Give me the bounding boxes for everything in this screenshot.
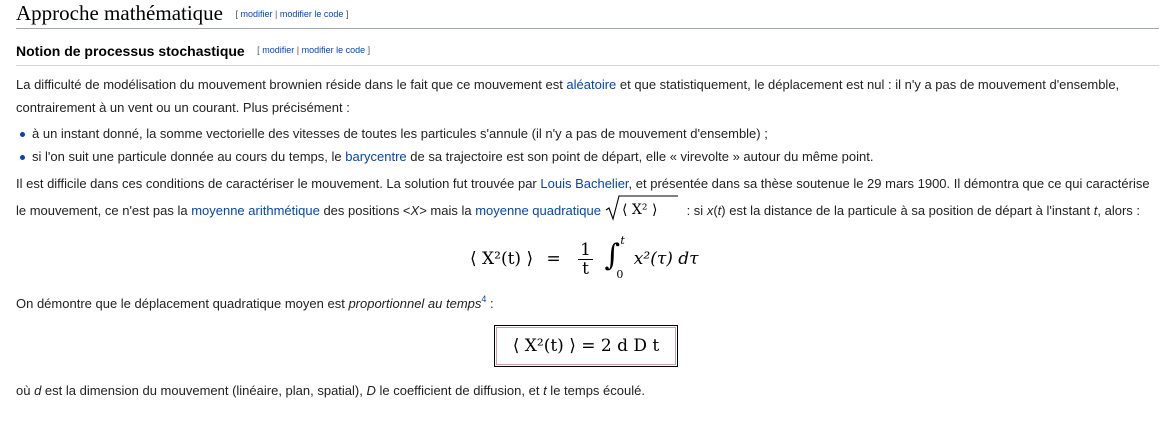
paragraph-variables	[16, 379, 1159, 402]
text: > mais la	[419, 202, 476, 218]
fraction	[578, 241, 593, 278]
list-item	[16, 122, 1159, 145]
text: où	[16, 383, 35, 398]
text: si l'on suit une particule donnée au cours du temps, le	[32, 149, 346, 164]
formula-equals: =	[546, 249, 561, 269]
link-moyenne-arithmetique[interactable]: moyenne arithmétique	[191, 202, 320, 218]
text: La difficulté de modélisation du mouvement brownien réside dans le fait que ce mouvement est	[16, 77, 567, 92]
paragraph-proportional	[16, 288, 1159, 315]
integral-sign	[602, 234, 628, 284]
edit-subsection-link[interactable]: modifier	[262, 45, 295, 55]
text: (	[713, 202, 718, 218]
paragraph-bachelier	[16, 172, 1159, 228]
link-louis-bachelier[interactable]: Louis Bachelier	[540, 176, 629, 191]
variable: D	[366, 383, 376, 398]
variable: t	[1093, 202, 1098, 218]
emphasis: proportionnel au temps	[348, 296, 482, 311]
subsection-edit-links	[257, 45, 370, 55]
integrand: x²(τ) dτ	[633, 249, 699, 269]
variable: d	[34, 383, 42, 398]
integral-upper-bound: t	[620, 234, 625, 247]
formula-boxed-container	[16, 325, 1159, 371]
text: des positions <	[319, 202, 411, 218]
variable: X	[410, 202, 420, 218]
numerator: 1	[580, 239, 591, 260]
separator: |	[275, 9, 278, 19]
section-heading	[16, 0, 1159, 29]
integral-lower-bound: 0	[616, 268, 624, 281]
section-edit-links	[235, 9, 348, 19]
bullet-list	[16, 122, 1159, 168]
formula-lhs: ⟨ X²(t) ⟩	[470, 249, 534, 269]
text: et que statistiquement, le déplacement est nul : il n'y a pas de mouvement d'ensemble, contrairement à un vent ou un courant. Plus précisément :	[16, 77, 1120, 115]
formula-inner	[470, 234, 699, 284]
variable: x	[706, 202, 714, 218]
text: :	[486, 296, 494, 311]
edit-subsection-code-link[interactable]: modifier le code	[301, 45, 366, 55]
text: de sa trajectoire est son point de départ, elle « virevolte » autour du même point.	[406, 149, 874, 164]
bracket-close: ]	[367, 45, 371, 55]
formula-boxed: ⟨ X²(t) ⟩ = 2 d D t	[494, 325, 678, 367]
denominator: t	[582, 258, 589, 279]
bracket-open: [	[235, 9, 238, 19]
text: le temps écoulé.	[546, 383, 645, 398]
sqrt-formula	[605, 195, 679, 228]
variable: t	[717, 202, 722, 218]
subsection-title: Notion de processus stochastique	[16, 43, 245, 59]
paragraph-intro	[16, 73, 1159, 119]
integral-symbol: ∫	[604, 238, 621, 273]
text: On démontre que le déplacement quadratique moyen est	[16, 296, 349, 311]
sqrt-symbol	[605, 195, 679, 221]
text: le coefficient de diffusion, et	[375, 383, 544, 398]
variable: t	[543, 383, 547, 398]
edit-section-code-link[interactable]: modifier le code	[279, 9, 344, 19]
list-item	[16, 145, 1159, 168]
reference-link[interactable]: 4	[481, 294, 487, 304]
text: Il est difficile dans ces conditions de caractériser le mouvement. La solution fut trouvée par	[16, 176, 541, 191]
text: ) est la distance de la particule à sa position de départ à l'instant	[721, 202, 1094, 218]
bracket-open: [	[257, 45, 260, 55]
text: à un instant donné, la somme vectorielle des vitesses de toutes les particules s'annule (il n'y a pas de mouvement d'ensemble) ;	[32, 126, 768, 141]
link-moyenne-quadratique[interactable]: moyenne quadratique	[475, 202, 601, 218]
bracket-close: ]	[345, 9, 349, 19]
edit-section-link[interactable]: modifier	[240, 9, 273, 19]
link-barycentre[interactable]: barycentre	[345, 149, 407, 164]
text: : si	[682, 202, 707, 218]
formula-mean-square-integral	[16, 234, 1159, 288]
article-content	[16, 0, 1159, 402]
link-aleatoire[interactable]: aléatoire	[566, 77, 617, 92]
text: , alors :	[1097, 202, 1141, 218]
subsection-heading	[16, 43, 1159, 66]
text: est la dimension du mouvement (linéaire, plan, spatial),	[41, 383, 367, 398]
sqrt-content: ⟨ X² ⟩	[621, 202, 658, 218]
separator: |	[296, 45, 300, 55]
text: , et présentée dans sa thèse soutenue le 29 mars 1900. Il démontra que ce qui caractérise le mouvement, ce n'est pas la	[16, 176, 1150, 218]
section-title: Approche mathématique	[16, 1, 224, 25]
